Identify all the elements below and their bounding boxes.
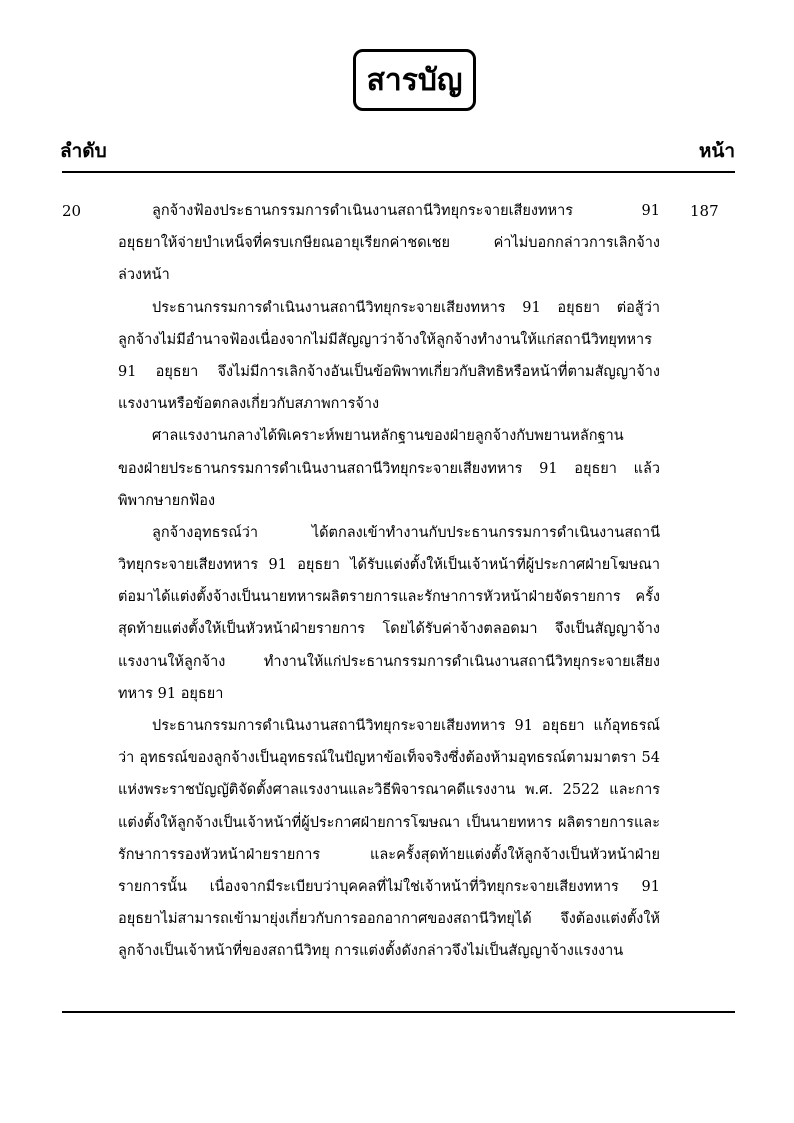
text-line: ล่วงหน้า [118, 267, 170, 284]
text-line: ลูกจ้างอุทธรณ์ว่า ได้ตกลงเข้าทำงานกับประธานกรรมการดำเนินงานสถานี [152, 524, 660, 541]
text-line: ต่อมาได้แต่งตั้งจ้างเป็นนายทหารผลิตรายการและรักษาการหัวหน้าฝ่ายจัดรายการ ครั้ง [118, 589, 660, 606]
page-title: สารบัญ [353, 49, 476, 111]
text-line: ศาลแรงงานกลางได้พิเคราะห์พยานหลักฐานของฝ่ายลูกจ้างกับพยานหลักฐาน [152, 428, 624, 445]
text-line: ลูกจ้างไม่มีอำนาจฟ้องเนื่องจากไม่มีสัญญาว่าจ้างให้ลูกจ้างทำงานให้แก่สถานีวิทยุทหาร [118, 331, 652, 348]
text-line: แรงงานให้ลูกจ้าง ทำงานให้แก่ประธานกรรมการดำเนินงานสถานีวิทยุกระจายเสียง [118, 653, 660, 670]
text-line: ลูกจ้างเป็นเจ้าหน้าที่ของสถานีวิทยุ การแต่งตั้งดังกล่าวจึงไม่เป็นสัญญาจ้างแรงงาน [118, 943, 624, 960]
text-line: สุดท้ายแต่งตั้งให้เป็นหัวหน้าฝ่ายรายการ โดยได้รับค่าจ้างตลอดมา จึงเป็นสัญญาจ้าง [118, 621, 660, 638]
text-line: ประธานกรรมการดำเนินงานสถานีวิทยุกระจายเสียงทหาร 91 อยุธยา แก้อุทธรณ์ [152, 718, 660, 734]
text-line: อยุธยาให้จ่ายบำเหน็จที่ครบเกษียณอายุเรียกค่าชดเชย ค่าไม่บอกกล่าวการเลิกจ้าง [118, 235, 660, 252]
entry-page-number: 187 [690, 202, 719, 220]
text-line: แห่งพระราชบัญญัติจัดตั้งศาลแรงงานและวิธีพิจารณาคดีแรงงาน พ.ศ. 2522 และการ [118, 782, 660, 799]
text-line: แต่งตั้งให้ลูกจ้างเป็นเจ้าหน้าที่ผู้ประกาศฝ่ายการโฆษณา เป็นนายทหาร ผลิตรายการและ [118, 814, 660, 831]
footer-divider [62, 1011, 735, 1013]
text-line: แรงงานหรือข้อตกลงเกี่ยวกับสภาพการจ้าง [118, 396, 380, 413]
text-line: 91 อยุธยา จึงไม่มีการเลิกจ้างอันเป็นข้อพิพาทเกี่ยวกับสิทธิหรือหน้าที่ตามสัญญาจ้าง [118, 363, 660, 380]
text-line: ประธานกรรมการดำเนินงานสถานีวิทยุกระจายเสียงทหาร 91 อยุธยา ต่อสู้ว่า [152, 299, 660, 316]
text-line: รักษาการรองหัวหน้าฝ่ายรายการ และครั้งสุดท้ายแต่งตั้งให้ลูกจ้างเป็นหัวหน้าฝ่าย [118, 846, 660, 863]
text-line: ว่า อุทธรณ์ของลูกจ้างเป็นอุทธรณ์ในปัญหาข้อเท็จจริงซึ่งต้องห้ามอุทธรณ์ตามมาตรา 54 [118, 750, 660, 767]
text-line: วิทยุกระจายเสียงทหาร 91 อยุธยา ได้รับแต่งตั้งให้เป็นเจ้าหน้าที่ผู้ประกาศฝ่ายโฆษณา [118, 557, 660, 574]
text-line: ของฝ่ายประธานกรรมการดำเนินงานสถานีวิทยุกระจายเสียงทหาร 91 อยุธยา แล้ว [118, 460, 660, 477]
header-divider [62, 171, 735, 173]
page-column-header: หน้า [698, 140, 735, 162]
text-line: ทหาร 91 อยุธยา [118, 685, 224, 702]
text-line: พิพากษายกฟ้อง [118, 492, 216, 509]
text-line: รายการนั้น เนื่องจากมีระเบียบว่าบุคคลที่ไม่ใช่เจ้าหน้าที่วิทยุกระจายเสียงทหาร 91 [118, 878, 660, 895]
entry-text [118, 200, 660, 973]
text-line: อยุธยาไม่สามารถเข้ามายุ่งเกี่ยวกับการออกอากาศของสถานีวิทยุได้ จึงต้องแต่งตั้งให้ [118, 911, 660, 928]
entry-number: 20 [62, 202, 82, 220]
order-column-header: ลำดับ [60, 140, 107, 162]
text-line: ลูกจ้างฟ้องประธานกรรมการดำเนินงานสถานีวิทยุกระจายเสียงทหาร 91 [152, 203, 660, 219]
